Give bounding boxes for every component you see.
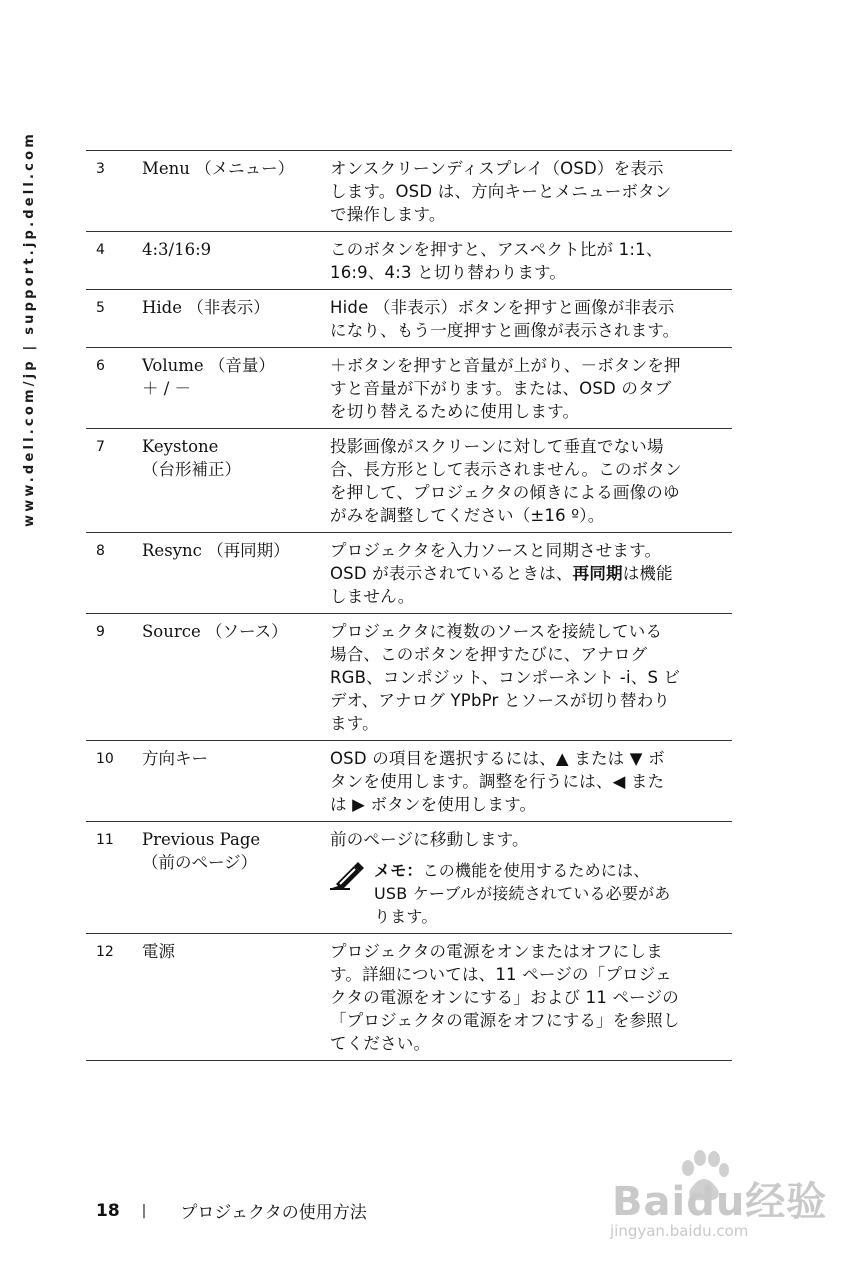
row-number: 12 bbox=[96, 944, 114, 960]
description-line: 合、長方形として表示されません。このボタン bbox=[330, 460, 682, 479]
button-name-line: 方向キー bbox=[142, 749, 208, 768]
button-name bbox=[142, 435, 330, 527]
description-line: ＋ボタンを押すと音量が上がり、－ボタンを押 bbox=[330, 356, 681, 375]
button-name-line: 4:3/16:9 bbox=[142, 240, 212, 259]
page-footer bbox=[96, 1198, 367, 1223]
watermark-url: jingyan.baidu.com bbox=[610, 1222, 749, 1240]
table-row bbox=[86, 428, 732, 532]
description-fragment: OSD が表示されているときは、 bbox=[330, 564, 573, 583]
baidu-watermark bbox=[604, 1150, 844, 1260]
row-number: 10 bbox=[96, 751, 114, 767]
button-description bbox=[330, 828, 732, 928]
button-description bbox=[330, 354, 732, 423]
page-number: 18 bbox=[96, 1200, 120, 1221]
button-name-line: Resync （再同期） bbox=[142, 541, 290, 560]
row-number: 6 bbox=[96, 358, 105, 374]
button-name-line: Keystone bbox=[142, 437, 219, 456]
description-line: プロジェクタに複数のソースを接続している bbox=[330, 622, 663, 641]
description-line: プロジェクタの電源をオンまたはオフにしま bbox=[330, 942, 663, 961]
button-name bbox=[142, 157, 330, 226]
note-line: USB ケーブルが接続されている必要があ bbox=[374, 884, 671, 903]
description-line bbox=[330, 562, 732, 585]
description-line: 前のページに移動します。 bbox=[330, 830, 529, 849]
button-name bbox=[142, 296, 330, 342]
button-name-line: Menu （メニュー） bbox=[142, 159, 295, 178]
note-text bbox=[374, 859, 671, 928]
description-line: このボタンを押すと、アスペクト比が 1:1、 bbox=[330, 240, 663, 259]
button-name bbox=[142, 539, 330, 608]
table-row bbox=[86, 150, 732, 231]
button-name bbox=[142, 828, 330, 928]
table-row bbox=[86, 289, 732, 347]
description-line: ます。 bbox=[330, 714, 379, 733]
table-row bbox=[86, 933, 732, 1061]
description-line: デオ、アナログ YPbPr とソースが切り替わり bbox=[330, 691, 671, 710]
button-description bbox=[330, 296, 732, 342]
description-line: 投影画像がスクリーンに対して垂直でない場 bbox=[330, 437, 664, 456]
table-row bbox=[86, 532, 732, 613]
description-line: がみを調整してください（±16 º）。 bbox=[330, 506, 605, 525]
button-description-table bbox=[86, 150, 732, 1061]
button-description bbox=[330, 620, 732, 735]
description-line: すと音量が下がります。または、OSD のタブ bbox=[330, 379, 672, 398]
description-line: になり、もう一度押すと画像が表示されます。 bbox=[330, 321, 680, 340]
table-row bbox=[86, 613, 732, 740]
row-number: 8 bbox=[96, 543, 105, 559]
row-number: 9 bbox=[96, 624, 105, 640]
table-row bbox=[86, 231, 732, 289]
description-line: 「プロジェクタの電源をオフにする」を参照し bbox=[330, 1011, 680, 1030]
description-line: は ▶ ボタンを使用します。 bbox=[330, 795, 537, 814]
description-line: 場合、このボタンを押すたびに、アナログ bbox=[330, 645, 648, 664]
button-name-line: （前のページ） bbox=[142, 853, 258, 872]
description-line: を押して、プロジェクタの傾きによる画像のゆ bbox=[330, 483, 680, 502]
description-line: プロジェクタを入力ソースと同期させます。 bbox=[330, 541, 662, 560]
table-row bbox=[86, 740, 732, 821]
table-row bbox=[86, 821, 732, 933]
description-line: で操作します。 bbox=[330, 205, 446, 224]
description-line: す。詳細については、11 ページの「プロジェ bbox=[330, 965, 672, 984]
row-number: 4 bbox=[96, 242, 105, 258]
note-box bbox=[330, 859, 732, 928]
table-row bbox=[86, 347, 732, 428]
button-name bbox=[142, 940, 330, 1055]
row-number: 3 bbox=[96, 161, 105, 177]
note-pencil-icon bbox=[330, 862, 364, 890]
row-number: 11 bbox=[96, 832, 114, 848]
note-line bbox=[374, 859, 671, 882]
button-name bbox=[142, 620, 330, 735]
description-line: RGB、コンポジット、コンポーネント -i、S ビ bbox=[330, 668, 681, 687]
description-line: Hide （非表示）ボタンを押すと画像が非表示 bbox=[330, 298, 675, 317]
row-number: 7 bbox=[96, 439, 105, 455]
note-line: ります。 bbox=[374, 907, 438, 926]
button-name bbox=[142, 747, 330, 816]
button-name-line: Source （ソース） bbox=[142, 622, 288, 641]
chapter-title: プロジェクタの使用方法 bbox=[180, 1203, 367, 1223]
button-description bbox=[330, 435, 732, 527]
description-line: します。OSD は、方向キーとメニューボタン bbox=[330, 182, 672, 201]
button-name-line: ＋ / － bbox=[142, 379, 192, 398]
note-fragment: この機能を使用するためには、 bbox=[422, 861, 650, 880]
description-line: OSD の項目を選択するには、▲ または ▼ ボ bbox=[330, 749, 665, 768]
description-line: てください。 bbox=[330, 1034, 431, 1053]
description-line: しません。 bbox=[330, 587, 415, 606]
button-name-line: Hide （非表示） bbox=[142, 298, 270, 317]
button-description bbox=[330, 940, 732, 1055]
row-number: 5 bbox=[96, 300, 105, 316]
note-label: メモ： bbox=[374, 861, 423, 880]
watermark-brand: Baidu经验 bbox=[612, 1179, 828, 1225]
button-name-line: Previous Page bbox=[142, 830, 261, 849]
description-line: を切り替えるために使用します。 bbox=[330, 402, 580, 421]
button-name-line: Volume （音量） bbox=[142, 356, 275, 375]
button-description bbox=[330, 157, 732, 226]
button-name-line: （台形補正） bbox=[142, 460, 241, 479]
button-name-line: 電源 bbox=[142, 942, 175, 961]
button-description bbox=[330, 747, 732, 816]
description-line: オンスクリーンディスプレイ（OSD）を表示 bbox=[330, 159, 664, 178]
bold-term: 再同期 bbox=[572, 564, 623, 583]
description-line: クタの電源をオンにする」および 11 ページの bbox=[330, 988, 679, 1007]
button-name bbox=[142, 354, 330, 423]
side-url: www.dell.com/jp | support.jp.dell.com bbox=[22, 131, 37, 527]
button-description bbox=[330, 238, 732, 284]
description-line: 16:9、4:3 と切り替わります。 bbox=[330, 263, 567, 282]
description-fragment: は機能 bbox=[622, 564, 673, 583]
button-name bbox=[142, 238, 330, 284]
description-line: タンを使用します。調整を行うには、◀ また bbox=[330, 772, 665, 791]
footer-separator: | bbox=[141, 1202, 147, 1219]
button-description bbox=[330, 539, 732, 608]
